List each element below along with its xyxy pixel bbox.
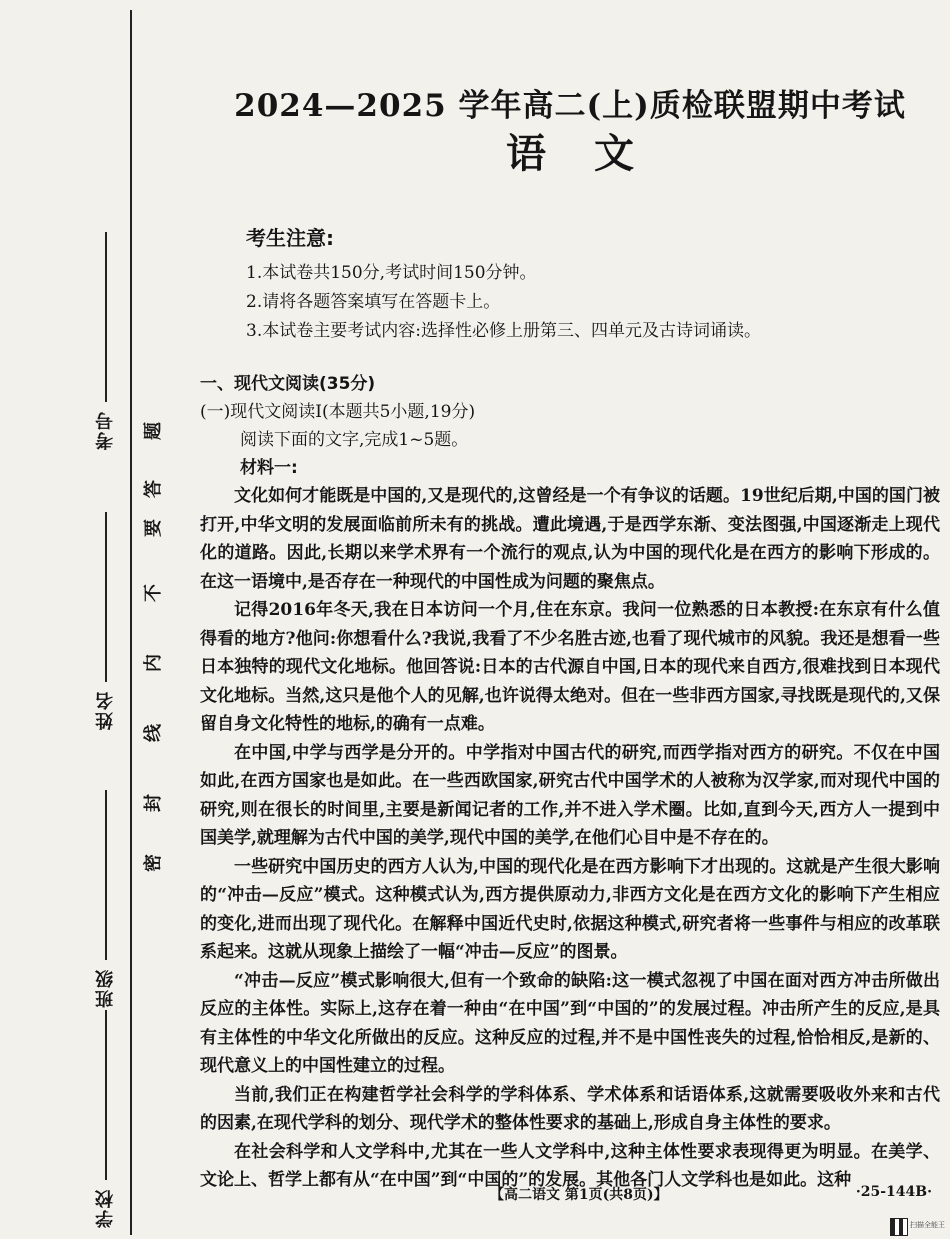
exam-page [200,86,940,1195]
notice-item: 1.本试卷共150分,考试时间150分钟。 [246,263,537,283]
exam-title: 2024—2025 学年高二(上)质检联盟期中考试 [234,88,906,124]
school-field[interactable] [86,1010,126,1228]
paragraph: 文化如何才能既是中国的,又是现代的,这曾经是一个有争议的话题。19世纪后期,中国的国门被打开,中华文明的发展面临前所未有的挑战。遭此境遇,于是西学东渐、变法图强,中国逐渐走上现代化的道路。因此,长期以来学术界有一个流行的观点,认为中国的现代化是在西方的影响下形成的。在这一语境中,是否存在一种现代的中国性成为问题的聚焦点。 [200,486,940,592]
paragraph: “冲击—反应”模式影响很大,但有一个致命的缺陷:这一模式忽视了中国在面对西方冲击所做出反应的主体性。实际上,这存在着一种由“在中国”到“中国的”的发展过程。冲击所产生的反应,是具有主体性的中华文化所做出的反应。这种反应的过程,并不是中国性丧失的过程,恰恰相反,是新的、现代意义上的中国性建立的过程。 [200,970,940,1076]
section-heading: 一、现代文阅读(35分) [200,374,376,394]
candidate-notice [200,222,940,346]
material-label: 材料一: [240,458,298,478]
notice-heading: 考生注意: [246,226,334,250]
seal-char: 不 [143,584,164,602]
class-blank[interactable] [105,790,107,960]
seal-char: 线 [143,724,164,742]
page-number-label: 【高二语文 第1页(共8页)】 [490,1187,668,1203]
instruction: 阅读下面的文字,完成1~5题。 [240,430,469,450]
name-blank[interactable] [105,512,107,682]
seal-char: 密 [143,854,164,872]
seal-char: 内 [143,654,164,672]
notice-item: 3.本试卷主要考试内容:选择性必修上册第三、四单元及古诗词诵读。 [246,321,761,341]
class-label: 班级 [95,968,116,1008]
subject-title: 语文 [506,130,682,177]
seal-char: 封 [143,794,164,812]
reading-section [200,370,940,1195]
qr-code-icon [890,1218,908,1236]
exam-number-label: 考号 [95,410,116,450]
exam-code: ·25-144B· [855,1184,932,1200]
paragraph: 一些研究中国历史的西方人认为,中国的现代化是在西方影响下才出现的。这就是产生很大影响的“冲击—反应”模式。这种模式认为,西方提供原动力,非西方文化是在西方文化的影响下产生相应的变化,进而出现了现代化。在解释中国近代史时,依据这种模式,研究者将一些事件与相应的改革联系起来。这就从现象上描绘了一幅“冲击—反应”的图景。 [200,856,940,962]
page-footer [200,1184,940,1208]
notice-item: 2.请将各题答案填写在答题卡上。 [246,292,501,312]
school-blank[interactable] [105,1010,107,1180]
exam-number-field[interactable] [86,232,126,450]
paragraph: 在社会科学和人文学科中,尤其在一些人文学科中,这种主体性要求表现得更为明显。在美学、文论上、哲学上都有从“在中国”到“中国的”的发展。其他各门人文学科也是如此。这种 [200,1141,940,1190]
paragraph: 当前,我们正在构建哲学社会科学的学科体系、学术体系和话语体系,这就需要吸收外来和古代的因素,在现代学科的划分、现代学术的整体性要求的基础上,形成自身主体性的要求。 [200,1084,940,1133]
paragraph: 在中国,中学与西学是分开的。中学指对中国古代的研究,而西学指对西方的研究。不仅在中国如此,在西方国家也是如此。在一些西欧国家,研究古代中国学术的人被称为汉学家,而对现代中国的研究,则在很长的时间里,主要是新闻记者的工作,并不进入学术圈。比如,直到今天,西方人一提到中国美学,就理解为古代中国的美学,现代中国的美学,在他们心目中是不存在的。 [200,742,940,848]
binding-line [130,10,132,1235]
exam-number-blank[interactable] [105,232,107,402]
seal-char: 题 [143,422,164,440]
seal-char: 答 [143,480,164,498]
subsection-heading: (一)现代文阅读Ⅰ(本题共5小题,19分) [200,402,476,422]
seal-char: 要 [143,519,164,537]
scanner-watermark: 扫描全能王 [910,1221,945,1229]
name-label: 姓名 [95,690,116,730]
paragraph: 记得2016年冬天,我在日本访问一个月,住在东京。我问一位熟悉的日本教授:在东京有什么值得看的地方?他问:你想看什么?我说,我看了不少名胜古迹,也看了现代城市的风貌。我还是想看一些日本独特的现代文化地标。他回答说:日本的古代源自中国,日本的现代来自西方,很难找到日本现代文化地标。当然,这只是他个人的见解,也许说得太绝对。但在一些非西方国家,寻找既是现代的,又保留自身文化特性的地标,的确有一点难。 [200,600,941,734]
class-field[interactable] [86,790,126,1008]
name-field[interactable] [86,512,126,730]
school-label: 学校 [95,1188,116,1228]
